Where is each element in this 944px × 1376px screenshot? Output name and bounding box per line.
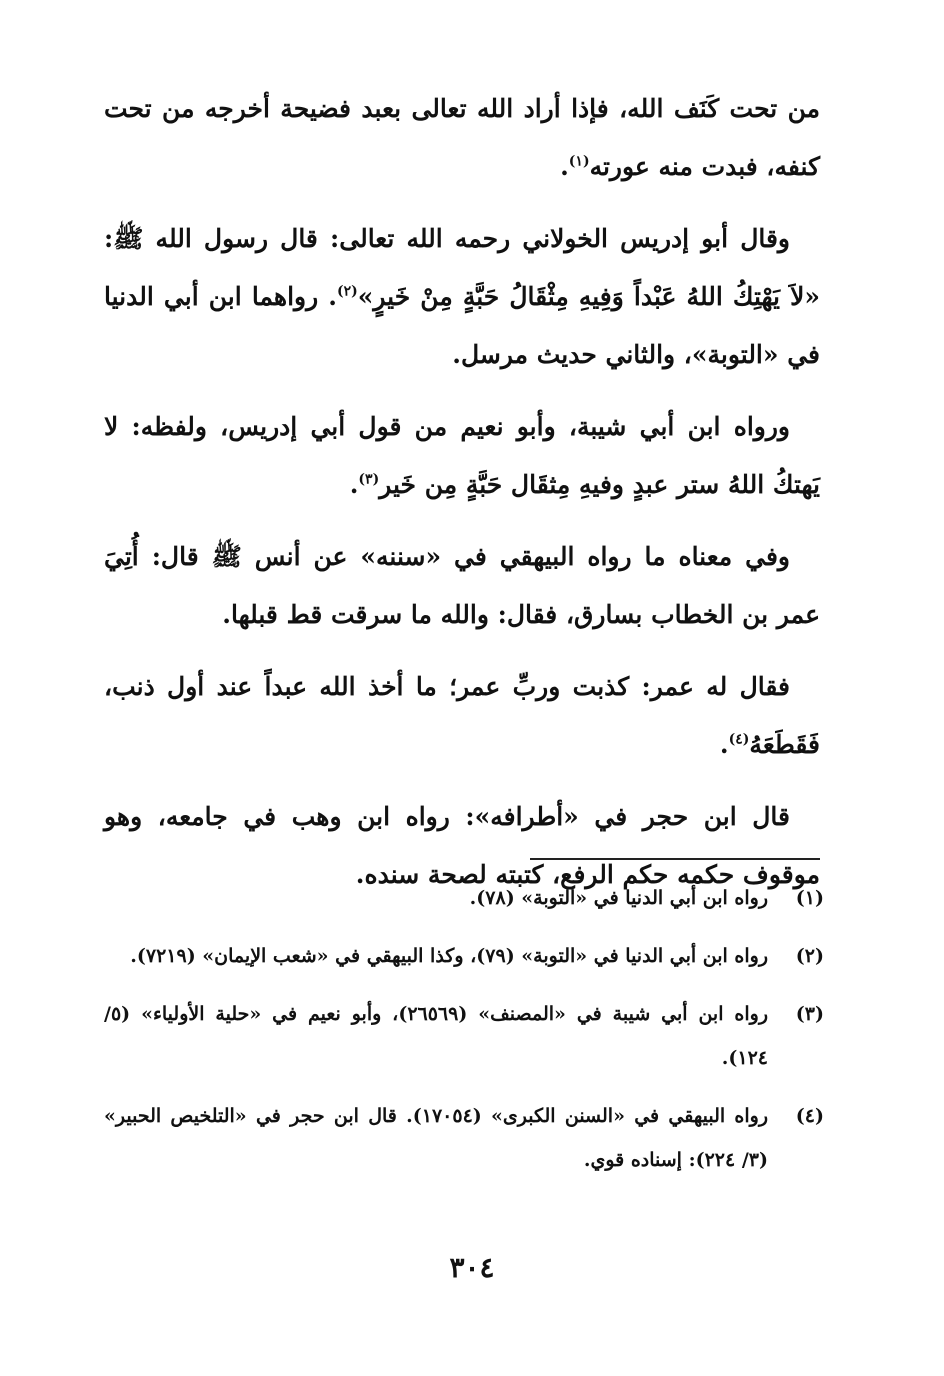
paragraph: قال ابن حجر في «أطرافه»: رواه ابن وهب في جامعه، وهو موقوف حكمه حكم الرفع، كتبته لصحة سنده. xyxy=(104,802,820,889)
footnote-item xyxy=(104,934,824,978)
paragraph: من تحت كَنَف الله، فإذا أراد الله تعالى بعبد فضيحة أخرجه من تحت كنفه، فبدت منه عورته$^{(١)}$. xyxy=(104,94,820,181)
footnote-number: (٤) xyxy=(795,1105,824,1127)
paragraph: فقال له عمر: كذبت وربِّ عمر؛ ما أخذ الله عبداً عند أول ذنب، فَقَطَعَهُ$^{(٤)}$. xyxy=(104,672,820,759)
footnote-ref[interactable]: (١) xyxy=(568,153,590,170)
footnote-text: رواه البيهقي في «السنن الكبرى» (١٧٠٥٤). قال ابن حجر في «التلخيص الحبير» (٣/ ٢٢٤): إسناده قوي. xyxy=(104,1105,769,1171)
footnote-text: رواه ابن أبي الدنيا في «التوبة» (٧٨). xyxy=(469,887,768,909)
footnote-text: رواه ابن أبي شيبة في «المصنف» (٢٦٥٦٩)، وأبو نعيم في «حلية الأولياء» (٥/ ١٢٤). xyxy=(104,1003,768,1069)
footnote-number: (٢) xyxy=(795,945,824,967)
footnote-ref[interactable]: (٢) xyxy=(336,283,358,300)
footnote-divider xyxy=(530,858,820,860)
footnote-number: (٣) xyxy=(795,1003,824,1025)
footnote-number: (١) xyxy=(795,887,824,909)
main-text xyxy=(104,80,820,918)
paragraph: وقال أبو إدريس الخولاني رحمه الله تعالى: قال رسول الله ﷺ: «لاَ يَهْتِكُ اللهُ عَبْداً وَفِيهِ مِثْقَالُ حَبَّةٍ مِنْ خَيرٍ»$^{(٢)}$. رواهما ابن أبي الدنيا في «التوبة»، والثاني حديث مرسل. xyxy=(104,224,820,369)
footnote-text: رواه ابن أبي الدنيا في «التوبة» (٧٩)، وكذا البيهقي في «شعب الإيمان» (٧٢١٩). xyxy=(130,945,768,967)
footnote-ref[interactable]: (٣) xyxy=(358,471,380,488)
paragraph: وفي معناه ما رواه البيهقي في «سننه» عن أنس ﷺ قال: أُتِيَ عمر بن الخطاب بسارق، فقال: والله ما سرقت قط قبلها. xyxy=(104,542,820,629)
page-number: ٣٠٤ xyxy=(449,1251,495,1284)
footnote-item xyxy=(104,876,824,920)
footnote-ref[interactable]: (٤) xyxy=(728,731,750,748)
footnote-item xyxy=(104,992,824,1080)
paragraph: ورواه ابن أبي شيبة، وأبو نعيم من قول أبي إدريس، ولفظه: لا يَهتكُ اللهُ ستر عبدٍ وفيهِ مِثقَال حَبَّةٍ مِن خَير$^{(٣)}$. xyxy=(104,412,820,499)
footnotes xyxy=(104,876,824,1196)
footnote-item xyxy=(104,1094,824,1182)
